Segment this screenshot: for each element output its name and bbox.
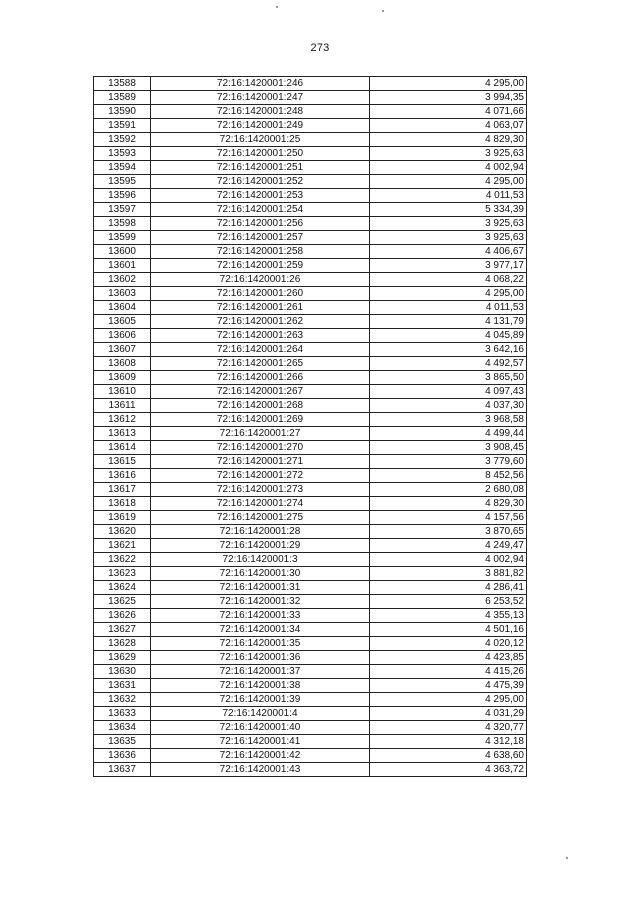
value-cell: 4 501,16 (370, 623, 527, 637)
page-number: 273 (310, 42, 330, 54)
table-row (94, 287, 527, 301)
cadastral-number-cell: 72:16:1420001:258 (151, 245, 370, 259)
value-cell: 4 638,60 (370, 749, 527, 763)
record-number-cell: 13597 (94, 203, 151, 217)
value-cell: 3 881,82 (370, 567, 527, 581)
cadastral-number-cell: 72:16:1420001:269 (151, 413, 370, 427)
table-row (94, 105, 527, 119)
record-number-cell: 13613 (94, 427, 151, 441)
record-number-cell: 13600 (94, 245, 151, 259)
table-row (94, 161, 527, 175)
record-number-cell: 13589 (94, 91, 151, 105)
cadastral-number-cell: 72:16:1420001:266 (151, 371, 370, 385)
cadastral-number-cell: 72:16:1420001:32 (151, 595, 370, 609)
cadastral-number-cell: 72:16:1420001:43 (151, 763, 370, 777)
table-row (94, 511, 527, 525)
table-row (94, 483, 527, 497)
table-row (94, 133, 527, 147)
cadastral-number-cell: 72:16:1420001:273 (151, 483, 370, 497)
value-cell: 2 680,08 (370, 483, 527, 497)
cadastral-number-cell: 72:16:1420001:257 (151, 231, 370, 245)
table-row (94, 147, 527, 161)
record-number-cell: 13615 (94, 455, 151, 469)
value-cell: 3 925,63 (370, 217, 527, 231)
cadastral-number-cell: 72:16:1420001:252 (151, 175, 370, 189)
record-number-cell: 13625 (94, 595, 151, 609)
cadastral-number-cell: 72:16:1420001:4 (151, 707, 370, 721)
scan-speck (276, 6, 278, 8)
value-cell: 4 031,29 (370, 707, 527, 721)
value-cell: 5 334,39 (370, 203, 527, 217)
record-number-cell: 13617 (94, 483, 151, 497)
record-number-cell: 13605 (94, 315, 151, 329)
cadastral-number-cell: 72:16:1420001:39 (151, 693, 370, 707)
value-cell: 4 295,00 (370, 77, 527, 91)
scan-speck (382, 10, 384, 12)
cadastral-number-cell: 72:16:1420001:250 (151, 147, 370, 161)
value-cell: 4 295,00 (370, 693, 527, 707)
value-cell: 4 423,85 (370, 651, 527, 665)
record-number-cell: 13590 (94, 105, 151, 119)
cadastral-number-cell: 72:16:1420001:253 (151, 189, 370, 203)
value-cell: 4 071,66 (370, 105, 527, 119)
value-cell: 4 011,53 (370, 189, 527, 203)
value-cell: 3 925,63 (370, 147, 527, 161)
record-number-cell: 13599 (94, 231, 151, 245)
cadastral-number-cell: 72:16:1420001:260 (151, 287, 370, 301)
table-row (94, 385, 527, 399)
table-row (94, 665, 527, 679)
table-row (94, 539, 527, 553)
cadastral-number-cell: 72:16:1420001:26 (151, 273, 370, 287)
cadastral-number-cell: 72:16:1420001:274 (151, 497, 370, 511)
value-cell: 3 977,17 (370, 259, 527, 273)
value-cell: 4 829,30 (370, 497, 527, 511)
table-row (94, 231, 527, 245)
record-number-cell: 13627 (94, 623, 151, 637)
table-row (94, 413, 527, 427)
value-cell: 8 452,56 (370, 469, 527, 483)
table-row (94, 581, 527, 595)
value-cell: 4 097,43 (370, 385, 527, 399)
value-cell: 4 037,30 (370, 399, 527, 413)
cadastral-number-cell: 72:16:1420001:275 (151, 511, 370, 525)
cadastral-number-cell: 72:16:1420001:41 (151, 735, 370, 749)
cadastral-number-cell: 72:16:1420001:262 (151, 315, 370, 329)
value-cell: 4 355,13 (370, 609, 527, 623)
value-cell: 4 011,53 (370, 301, 527, 315)
cadastral-number-cell: 72:16:1420001:254 (151, 203, 370, 217)
cadastral-number-cell: 72:16:1420001:28 (151, 525, 370, 539)
table-row (94, 371, 527, 385)
record-number-cell: 13601 (94, 259, 151, 273)
table-row (94, 329, 527, 343)
table-row (94, 315, 527, 329)
record-number-cell: 13598 (94, 217, 151, 231)
table-row (94, 609, 527, 623)
record-number-cell: 13632 (94, 693, 151, 707)
table-row (94, 623, 527, 637)
table-row (94, 399, 527, 413)
table-row (94, 77, 527, 91)
table-row (94, 735, 527, 749)
table-row (94, 175, 527, 189)
cadastral-number-cell: 72:16:1420001:251 (151, 161, 370, 175)
value-cell: 4 499,44 (370, 427, 527, 441)
table-row (94, 707, 527, 721)
record-number-cell: 13610 (94, 385, 151, 399)
cadastral-number-cell: 72:16:1420001:29 (151, 539, 370, 553)
record-number-cell: 13628 (94, 637, 151, 651)
value-cell: 3 642,16 (370, 343, 527, 357)
value-cell: 3 870,65 (370, 525, 527, 539)
table-row (94, 679, 527, 693)
value-cell: 4 002,94 (370, 553, 527, 567)
value-cell: 3 865,50 (370, 371, 527, 385)
cadastral-number-cell: 72:16:1420001:33 (151, 609, 370, 623)
table-row (94, 427, 527, 441)
record-number-cell: 13635 (94, 735, 151, 749)
cadastral-number-cell: 72:16:1420001:31 (151, 581, 370, 595)
cadastral-number-cell: 72:16:1420001:264 (151, 343, 370, 357)
record-number-cell: 13591 (94, 119, 151, 133)
cadastral-number-cell: 72:16:1420001:246 (151, 77, 370, 91)
records-table (93, 76, 527, 777)
table-row (94, 91, 527, 105)
record-number-cell: 13630 (94, 665, 151, 679)
table-row (94, 469, 527, 483)
cadastral-number-cell: 72:16:1420001:271 (151, 455, 370, 469)
cadastral-number-cell: 72:16:1420001:270 (151, 441, 370, 455)
record-number-cell: 13602 (94, 273, 151, 287)
value-cell: 4 295,00 (370, 175, 527, 189)
record-number-cell: 13637 (94, 763, 151, 777)
record-number-cell: 13622 (94, 553, 151, 567)
value-cell: 4 363,72 (370, 763, 527, 777)
value-cell: 4 295,00 (370, 287, 527, 301)
table-row (94, 693, 527, 707)
cadastral-number-cell: 72:16:1420001:249 (151, 119, 370, 133)
scan-speck (566, 857, 568, 859)
table-row (94, 273, 527, 287)
record-number-cell: 13623 (94, 567, 151, 581)
record-number-cell: 13592 (94, 133, 151, 147)
table-row (94, 119, 527, 133)
cadastral-number-cell: 72:16:1420001:40 (151, 721, 370, 735)
value-cell: 6 253,52 (370, 595, 527, 609)
table-row (94, 553, 527, 567)
value-cell: 4 829,30 (370, 133, 527, 147)
record-number-cell: 13608 (94, 357, 151, 371)
value-cell: 3 968,58 (370, 413, 527, 427)
record-number-cell: 13618 (94, 497, 151, 511)
value-cell: 4 312,18 (370, 735, 527, 749)
table-row (94, 763, 527, 777)
cadastral-number-cell: 72:16:1420001:265 (151, 357, 370, 371)
record-number-cell: 13620 (94, 525, 151, 539)
record-number-cell: 13607 (94, 343, 151, 357)
record-number-cell: 13633 (94, 707, 151, 721)
record-number-cell: 13606 (94, 329, 151, 343)
table-row (94, 217, 527, 231)
value-cell: 3 994,35 (370, 91, 527, 105)
record-number-cell: 13626 (94, 609, 151, 623)
cadastral-number-cell: 72:16:1420001:36 (151, 651, 370, 665)
record-number-cell: 13636 (94, 749, 151, 763)
cadastral-number-cell: 72:16:1420001:42 (151, 749, 370, 763)
record-number-cell: 13614 (94, 441, 151, 455)
value-cell: 4 063,07 (370, 119, 527, 133)
cadastral-number-cell: 72:16:1420001:30 (151, 567, 370, 581)
table-row (94, 637, 527, 651)
record-number-cell: 13634 (94, 721, 151, 735)
cadastral-number-cell: 72:16:1420001:263 (151, 329, 370, 343)
records-table-body (94, 77, 527, 777)
cadastral-number-cell: 72:16:1420001:34 (151, 623, 370, 637)
value-cell: 4 492,57 (370, 357, 527, 371)
cadastral-number-cell: 72:16:1420001:259 (151, 259, 370, 273)
table-row (94, 525, 527, 539)
value-cell: 4 475,39 (370, 679, 527, 693)
cadastral-number-cell: 72:16:1420001:35 (151, 637, 370, 651)
cadastral-number-cell: 72:16:1420001:25 (151, 133, 370, 147)
value-cell: 4 020,12 (370, 637, 527, 651)
table-row (94, 441, 527, 455)
table-row (94, 189, 527, 203)
table-row (94, 259, 527, 273)
table-row (94, 245, 527, 259)
cadastral-number-cell: 72:16:1420001:268 (151, 399, 370, 413)
table-row (94, 455, 527, 469)
table-row (94, 343, 527, 357)
cadastral-number-cell: 72:16:1420001:37 (151, 665, 370, 679)
cadastral-number-cell: 72:16:1420001:256 (151, 217, 370, 231)
record-number-cell: 13593 (94, 147, 151, 161)
value-cell: 4 415,26 (370, 665, 527, 679)
record-number-cell: 13594 (94, 161, 151, 175)
record-number-cell: 13604 (94, 301, 151, 315)
table-row (94, 301, 527, 315)
value-cell: 4 249,47 (370, 539, 527, 553)
value-cell: 4 068,22 (370, 273, 527, 287)
record-number-cell: 13603 (94, 287, 151, 301)
table-row (94, 721, 527, 735)
table-row (94, 595, 527, 609)
cadastral-number-cell: 72:16:1420001:261 (151, 301, 370, 315)
cadastral-number-cell: 72:16:1420001:247 (151, 91, 370, 105)
value-cell: 4 131,79 (370, 315, 527, 329)
record-number-cell: 13612 (94, 413, 151, 427)
value-cell: 4 157,56 (370, 511, 527, 525)
table-row (94, 203, 527, 217)
value-cell: 4 320,77 (370, 721, 527, 735)
record-number-cell: 13595 (94, 175, 151, 189)
table-row (94, 749, 527, 763)
cadastral-number-cell: 72:16:1420001:267 (151, 385, 370, 399)
value-cell: 4 406,67 (370, 245, 527, 259)
record-number-cell: 13621 (94, 539, 151, 553)
record-number-cell: 13624 (94, 581, 151, 595)
record-number-cell: 13619 (94, 511, 151, 525)
record-number-cell: 13596 (94, 189, 151, 203)
record-number-cell: 13629 (94, 651, 151, 665)
record-number-cell: 13611 (94, 399, 151, 413)
value-cell: 3 908,45 (370, 441, 527, 455)
table-row (94, 651, 527, 665)
value-cell: 4 286,41 (370, 581, 527, 595)
cadastral-number-cell: 72:16:1420001:248 (151, 105, 370, 119)
value-cell: 3 779,60 (370, 455, 527, 469)
cadastral-number-cell: 72:16:1420001:272 (151, 469, 370, 483)
table-row (94, 497, 527, 511)
value-cell: 4 002,94 (370, 161, 527, 175)
cadastral-number-cell: 72:16:1420001:3 (151, 553, 370, 567)
record-number-cell: 13588 (94, 77, 151, 91)
table-row (94, 567, 527, 581)
value-cell: 3 925,63 (370, 231, 527, 245)
table-row (94, 357, 527, 371)
record-number-cell: 13609 (94, 371, 151, 385)
record-number-cell: 13616 (94, 469, 151, 483)
record-number-cell: 13631 (94, 679, 151, 693)
value-cell: 4 045,89 (370, 329, 527, 343)
cadastral-number-cell: 72:16:1420001:27 (151, 427, 370, 441)
cadastral-number-cell: 72:16:1420001:38 (151, 679, 370, 693)
